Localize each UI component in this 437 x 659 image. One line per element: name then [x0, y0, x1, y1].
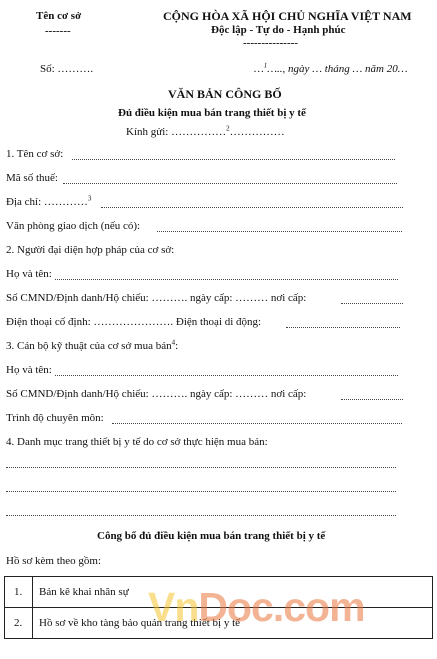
document-title: VĂN BẢN CÔNG BỐ: [168, 87, 282, 101]
rep-name-label: Họ và tên:: [6, 268, 52, 280]
tech-name-field[interactable]: [55, 375, 398, 376]
country-name: CỘNG HÒA XÃ HỘI CHỦ NGHĨA VIỆT NAM: [163, 9, 412, 23]
declaration-heading: Công bố đủ điều kiện mua bán trang thiết bị y tế: [97, 530, 326, 542]
facility-name-field[interactable]: [72, 159, 395, 160]
section-3-title: 3. Cán bộ kỹ thuật của cơ sở mua bán$^4$:: [6, 338, 179, 352]
tech-level-label: Trình độ chuyên môn:: [6, 412, 104, 424]
office-label: Văn phòng giao dịch (nếu có):: [6, 220, 141, 232]
attachments-label: Hồ sơ kèm theo gồm:: [6, 555, 102, 567]
tax-code-field[interactable]: [63, 183, 397, 184]
recipient-line: Kính gửi: ……………$^2$……………: [126, 124, 285, 138]
section-4-title: 4. Danh mục trang thiết bị y tế do cơ sở thực hiện mua bán:: [6, 436, 268, 448]
tech-id-place-field[interactable]: [341, 399, 403, 400]
motto-dashes: ---------------: [243, 37, 298, 49]
equipment-list-line-2[interactable]: [6, 491, 396, 492]
attachment-text: Bản kê khai nhân sự: [33, 577, 433, 608]
org-name-label: Tên cơ sở: [36, 10, 82, 22]
rep-name-field[interactable]: [55, 279, 398, 280]
org-dashes: -------: [45, 25, 71, 37]
national-motto: Độc lập - Tự do - Hạnh phúc: [211, 24, 346, 36]
document-date: …$^1$….., ngày … tháng … năm 20…: [254, 61, 408, 75]
equipment-list-line-1[interactable]: [6, 467, 396, 468]
rep-id-place-field[interactable]: [341, 303, 403, 304]
facility-name-label: 1. Tên cơ sở:: [6, 148, 64, 160]
tech-name-label: Họ và tên:: [6, 364, 52, 376]
tax-code-label: Mã số thuế:: [6, 172, 58, 184]
address-label: Địa chỉ: …………$^3$: [6, 194, 92, 208]
equipment-list-line-3[interactable]: [6, 515, 396, 516]
document-number: Số: ……….: [40, 63, 94, 75]
attachment-number: 2.: [5, 608, 33, 639]
rep-mobile-field[interactable]: [286, 327, 400, 328]
vndoc-watermark: VnDoc.com: [148, 584, 365, 630]
tech-id-label: Số CMND/Định danh/Hộ chiếu: ………. ngày cấp: ……… nơi cấp:: [6, 388, 307, 400]
address-field[interactable]: [101, 207, 403, 208]
rep-id-label: Số CMND/Định danh/Hộ chiếu: ………. ngày cấp: ……… nơi cấp:: [6, 292, 307, 304]
tech-level-field[interactable]: [112, 423, 402, 424]
section-2-title: 2. Người đại diện hợp pháp của cơ sở:: [6, 244, 175, 256]
document-subject: Đủ điều kiện mua bán trang thiết bị y tế: [118, 107, 306, 119]
attachment-text: Hồ sơ về kho tàng bảo quản trang thiết bị y tế: [33, 608, 433, 639]
office-field[interactable]: [157, 231, 402, 232]
attachment-number: 1.: [5, 577, 33, 608]
rep-phone-label: Điện thoại cố định: …………………. Điện thoại di động:: [6, 316, 262, 328]
